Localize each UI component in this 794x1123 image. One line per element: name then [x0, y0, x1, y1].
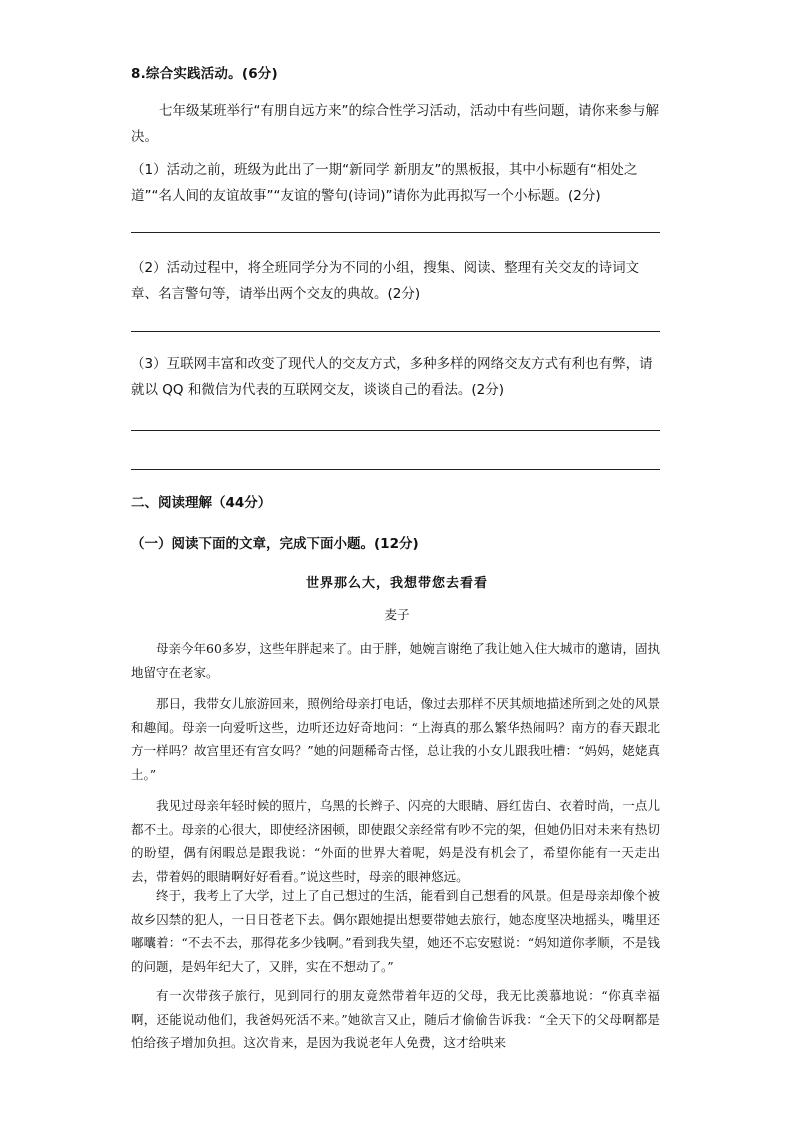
article-paragraph: 终于，我考上了大学，过上了自己想过的生活，能看到自己想看的风景。但是母亲却像个被故乡囚禁的犯人，一日日苍老下去。偶尔跟她提出想要带她去旅行，她态度坚决地摇头，嘴里还嘟囔着：“不去不去，那得花多少钱啊。”看到我失望，她还不忘安慰说：“妈知道你孝顺，不是钱的问题，是妈年纪大了，又胖，实在不想动了。”	[131, 888, 660, 974]
answer-line-3[interactable]	[131, 430, 660, 431]
answer-line-2[interactable]	[131, 331, 660, 332]
section-title: 二、阅读理解（44分）	[131, 495, 272, 511]
article-paragraph: 有一次带孩子旅行，见到同行的朋友竟然带着年迈的父母，我无比羡慕地说：“你真幸福啊，还能说动他们，我爸妈死活不来。”她欲言又止，随后才偷偷告诉我：“全天下的父母啊都是怕给孩子增加负担。这次肯来，是因为我说老年人免费，这才给哄来	[131, 988, 660, 1050]
question-intro: 七年级某班举行“有朋自远方来”的综合性学习活动，活动中有些问题，请你来参与解决。	[131, 103, 659, 145]
sub-question-2: （2）活动过程中，将全班同学分为不同的小组，搜集、阅读、整理有关交友的诗词文章、名言警句等，请举出两个交友的典故。(2分)	[131, 260, 640, 302]
question-title: 8.综合实践活动。(6分)	[131, 66, 278, 82]
article-author: 麦子	[384, 607, 410, 622]
sub-question-1: （1）活动之前，班级为此出了一期“新同学 新朋友”的黑板报，其中小标题有“相处之道”“名人间的友谊故事”“友谊的警句(诗词)”请你为此再拟写一个小标题。(2分)	[131, 162, 638, 204]
article-title: 世界那么大，我想带您去看看	[305, 576, 488, 591]
section-subtitle: （一）阅读下面的文章，完成下面小题。(12分)	[131, 536, 419, 552]
article-paragraph: 我见过母亲年轻时候的照片，乌黑的长辫子、闪亮的大眼睛、唇红齿白、衣着时尚，一点儿都不土。母亲的心很大，即使经济困顿，即使跟父亲经常有吵不完的架，但她仍旧对未来有热切的盼望，偶有闲暇总是跟我说：“外面的世界大着呢，妈是没有机会了，希望你能有一天走出去，带着妈的眼睛啊好好看看。”说这些时，母亲的眼神悠远。	[131, 798, 660, 884]
sub-question-3: （3）互联网丰富和改变了现代人的交友方式，多种多样的网络交友方式有利也有弊，请就以 QQ 和微信为代表的互联网交友，谈谈自己的看法。(2分)	[131, 356, 653, 398]
answer-line-1[interactable]	[131, 232, 660, 233]
article-paragraph: 那日，我带女儿旅游回来，照例给母亲打电话，像过去那样不厌其烦地描述所到之处的风景和趣闻。母亲一向爱听这些，边听还边好奇地问：“上海真的那么繁华热闹吗？南方的春天跟北方一样吗？故宫里还有宫女吗？”她的问题稀奇古怪，总让我的小女儿跟我吐槽：“妈妈，姥姥真土。”	[131, 696, 660, 782]
answer-line-4[interactable]	[131, 469, 660, 470]
article-paragraph: 母亲今年60多岁，这些年胖起来了。由于胖，她婉言谢绝了我让她入住大城市的邀请，固执地留守在老家。	[131, 641, 660, 680]
